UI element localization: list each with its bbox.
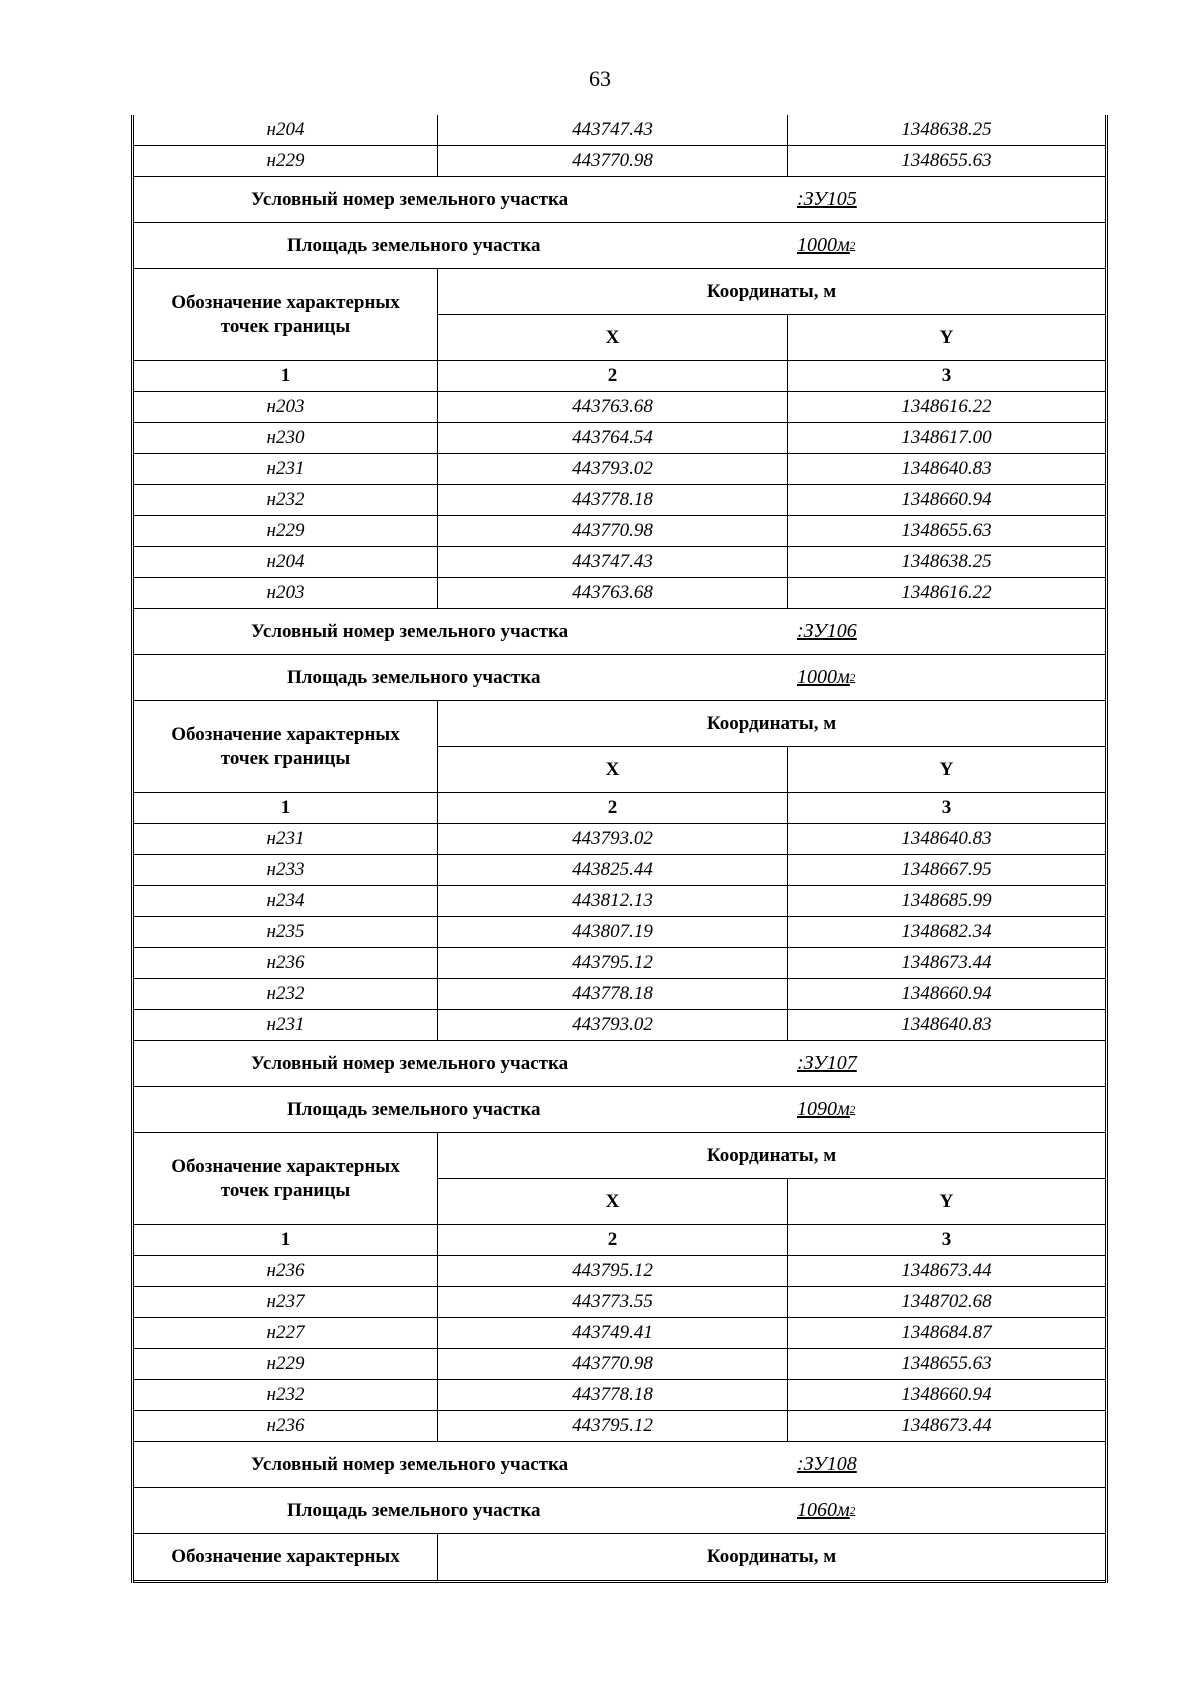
- y-header: Y: [787, 315, 1105, 361]
- coord-y: 1348640.83: [787, 1010, 1105, 1040]
- area-unit-power: 2: [849, 1103, 856, 1116]
- coord-x: 443793.02: [437, 1010, 787, 1040]
- point-name: н236: [266, 1415, 305, 1436]
- point-name: н236: [266, 952, 305, 973]
- coord-x: 443825.44: [437, 855, 787, 885]
- parcel-number-value-text: :ЗУ106: [797, 620, 857, 642]
- point-name: н232: [266, 489, 305, 510]
- point-name: н233: [266, 859, 305, 880]
- column-number: 1: [280, 365, 291, 386]
- coord-y: 1348616.22: [787, 392, 1105, 422]
- parcel-area-row: [134, 223, 1105, 269]
- coord-y: 1348685.99: [787, 886, 1105, 916]
- table-row: [134, 516, 1105, 547]
- table-row: [134, 917, 1105, 948]
- y-header: Y: [787, 1179, 1105, 1225]
- parcel-number-label: Условный номер земельного участка: [251, 1052, 569, 1074]
- header-row: [134, 1534, 1105, 1580]
- area-unit: м: [837, 1098, 850, 1120]
- point-name: н236: [266, 1260, 305, 1281]
- point-name: н229: [266, 150, 305, 171]
- column-number: 1: [280, 797, 291, 818]
- coord-y: 1348660.94: [787, 1380, 1105, 1410]
- column-number: 1: [280, 1229, 291, 1250]
- parcel-area-row: [134, 1087, 1105, 1133]
- coord-x: 443795.12: [437, 948, 787, 978]
- table-row: [134, 578, 1105, 609]
- coord-y: 1348638.25: [787, 547, 1105, 577]
- area-unit: м: [837, 1499, 850, 1521]
- parcel-area-label: Площадь земельного участка: [287, 234, 541, 256]
- header-row: [134, 1133, 1105, 1225]
- column-number: 3: [787, 793, 1105, 823]
- parcel-area-label: Площадь земельного участка: [287, 1499, 541, 1521]
- point-name: н231: [266, 1014, 305, 1035]
- coord-x: 443763.68: [437, 392, 787, 422]
- point-name: н231: [266, 828, 305, 849]
- table-row: [134, 948, 1105, 979]
- area-unit: м: [837, 234, 850, 256]
- coord-x: 443795.12: [437, 1256, 787, 1286]
- table-row: [134, 115, 1105, 146]
- table-row: [134, 1349, 1105, 1380]
- coord-x: 443773.55: [437, 1287, 787, 1317]
- coord-y: 1348655.63: [787, 146, 1105, 176]
- coord-x: 443778.18: [437, 979, 787, 1009]
- table-row: [134, 824, 1105, 855]
- column-numbers-row: [134, 361, 1105, 392]
- coord-y: 1348660.94: [787, 979, 1105, 1009]
- parcel-number-row: [134, 177, 1105, 223]
- table-row: [134, 1256, 1105, 1287]
- coord-x: 443747.43: [437, 115, 787, 145]
- table-row: [134, 979, 1105, 1010]
- coords-header: Координаты, м: [437, 701, 1105, 747]
- table-row: [134, 392, 1105, 423]
- column-numbers-row: [134, 793, 1105, 824]
- coord-x: 443793.02: [437, 454, 787, 484]
- coord-x: 443793.02: [437, 824, 787, 854]
- coord-x: 443764.54: [437, 423, 787, 453]
- table-row: [134, 485, 1105, 516]
- column-number: 2: [437, 361, 787, 391]
- coord-x: 443770.98: [437, 146, 787, 176]
- parcel-area-label: Площадь земельного участка: [287, 666, 541, 688]
- coord-x: 443749.41: [437, 1318, 787, 1348]
- point-name: н229: [266, 520, 305, 541]
- parcel-number-label: Условный номер земельного участка: [251, 1453, 569, 1475]
- x-header: X: [437, 747, 787, 793]
- coord-y: 1348640.83: [787, 454, 1105, 484]
- coord-x: 443778.18: [437, 1380, 787, 1410]
- point-name: н204: [266, 551, 305, 572]
- parcel-area-row: [134, 655, 1105, 701]
- parcel-area-value-text: 1000: [797, 234, 837, 256]
- coord-x: 443770.98: [437, 1349, 787, 1379]
- points-header: Обозначение характерных точек границы: [171, 723, 400, 769]
- x-header: X: [437, 315, 787, 361]
- parcel-number-row: [134, 1442, 1105, 1488]
- coord-x: 443778.18: [437, 485, 787, 515]
- points-header: Обозначение характерных точек границы: [171, 291, 400, 337]
- parcel-number-row: [134, 1041, 1105, 1087]
- point-name: н227: [266, 1322, 305, 1343]
- coord-x: 443807.19: [437, 917, 787, 947]
- coord-y: 1348702.68: [787, 1287, 1105, 1317]
- coord-y: 1348673.44: [787, 1256, 1105, 1286]
- parcel-area-value-text: 1090: [797, 1098, 837, 1120]
- table-row: [134, 855, 1105, 886]
- parcel-number-value: [797, 177, 857, 222]
- column-numbers-row: [134, 1225, 1105, 1256]
- point-name: н229: [266, 1353, 305, 1374]
- point-name: н203: [266, 582, 305, 603]
- coord-y: 1348638.25: [787, 115, 1105, 145]
- table-bottom-border: [134, 1580, 1105, 1583]
- area-unit: м: [837, 666, 850, 688]
- coord-x: 443812.13: [437, 886, 787, 916]
- table-row: [134, 1010, 1105, 1041]
- coord-y: 1348617.00: [787, 423, 1105, 453]
- parcel-number-value-text: :ЗУ108: [797, 1453, 857, 1475]
- area-unit-power: 2: [849, 1504, 856, 1517]
- point-name: н204: [266, 119, 305, 140]
- parcel-area-value: [797, 655, 855, 700]
- coord-x: 443770.98: [437, 516, 787, 546]
- parcel-area-label: Площадь земельного участка: [287, 1098, 541, 1120]
- point-name: н234: [266, 890, 305, 911]
- parcel-number-value-text: :ЗУ105: [797, 188, 857, 210]
- column-number: 3: [787, 1225, 1105, 1255]
- coord-y: 1348655.63: [787, 516, 1105, 546]
- points-header: Обозначение характерных: [171, 1546, 400, 1567]
- parcel-area-value-text: 1060: [797, 1499, 837, 1521]
- parcel-number-row: [134, 609, 1105, 655]
- coord-y: 1348660.94: [787, 485, 1105, 515]
- point-name: н230: [266, 427, 305, 448]
- coord-y: 1348673.44: [787, 948, 1105, 978]
- coord-y: 1348655.63: [787, 1349, 1105, 1379]
- point-name: н231: [266, 458, 305, 479]
- point-name: н237: [266, 1291, 305, 1312]
- column-number: 2: [437, 793, 787, 823]
- parcel-area-value: [797, 1087, 855, 1132]
- table-row: [134, 1380, 1105, 1411]
- parcel-number-label: Условный номер земельного участка: [251, 188, 569, 210]
- parcel-number-value: [797, 1041, 857, 1086]
- parcel-area-row: [134, 1488, 1105, 1534]
- parcel-number-label: Условный номер земельного участка: [251, 620, 569, 642]
- point-name: н232: [266, 983, 305, 1004]
- coord-x: 443795.12: [437, 1411, 787, 1441]
- table-row: [134, 1287, 1105, 1318]
- parcel-number-value-text: :ЗУ107: [797, 1052, 857, 1074]
- column-number: 3: [787, 361, 1105, 391]
- parcel-number-value: [797, 609, 857, 654]
- coord-y: 1348682.34: [787, 917, 1105, 947]
- coords-header: Координаты, м: [437, 269, 1105, 315]
- header-row: [134, 269, 1105, 361]
- area-unit-power: 2: [849, 239, 856, 252]
- table-row: [134, 454, 1105, 485]
- y-header: Y: [787, 747, 1105, 793]
- coord-x: 443763.68: [437, 578, 787, 608]
- coords-header: Координаты, м: [437, 1133, 1105, 1179]
- coord-x: 443747.43: [437, 547, 787, 577]
- table-row: [134, 146, 1105, 177]
- area-unit-power: 2: [849, 671, 856, 684]
- table-row: [134, 547, 1105, 578]
- point-name: н235: [266, 921, 305, 942]
- parcel-area-value: [797, 1488, 855, 1533]
- column-number: 2: [437, 1225, 787, 1255]
- point-name: н232: [266, 1384, 305, 1405]
- table-row: [134, 1411, 1105, 1442]
- coord-y: 1348667.95: [787, 855, 1105, 885]
- coord-y: 1348640.83: [787, 824, 1105, 854]
- coord-y: 1348673.44: [787, 1411, 1105, 1441]
- coord-y: 1348616.22: [787, 578, 1105, 608]
- coords-header: Координаты, м: [437, 1534, 1105, 1580]
- x-header: X: [437, 1179, 787, 1225]
- point-name: н203: [266, 396, 305, 417]
- table-row: [134, 423, 1105, 454]
- parcel-number-value: [797, 1442, 857, 1487]
- header-row: [134, 701, 1105, 793]
- parcel-area-value: [797, 223, 855, 268]
- parcel-area-value-text: 1000: [797, 666, 837, 688]
- points-header: Обозначение характерных точек границы: [171, 1155, 400, 1201]
- page-number: 63: [589, 66, 611, 91]
- coord-y: 1348684.87: [787, 1318, 1105, 1348]
- table-row: [134, 886, 1105, 917]
- table-row: [134, 1318, 1105, 1349]
